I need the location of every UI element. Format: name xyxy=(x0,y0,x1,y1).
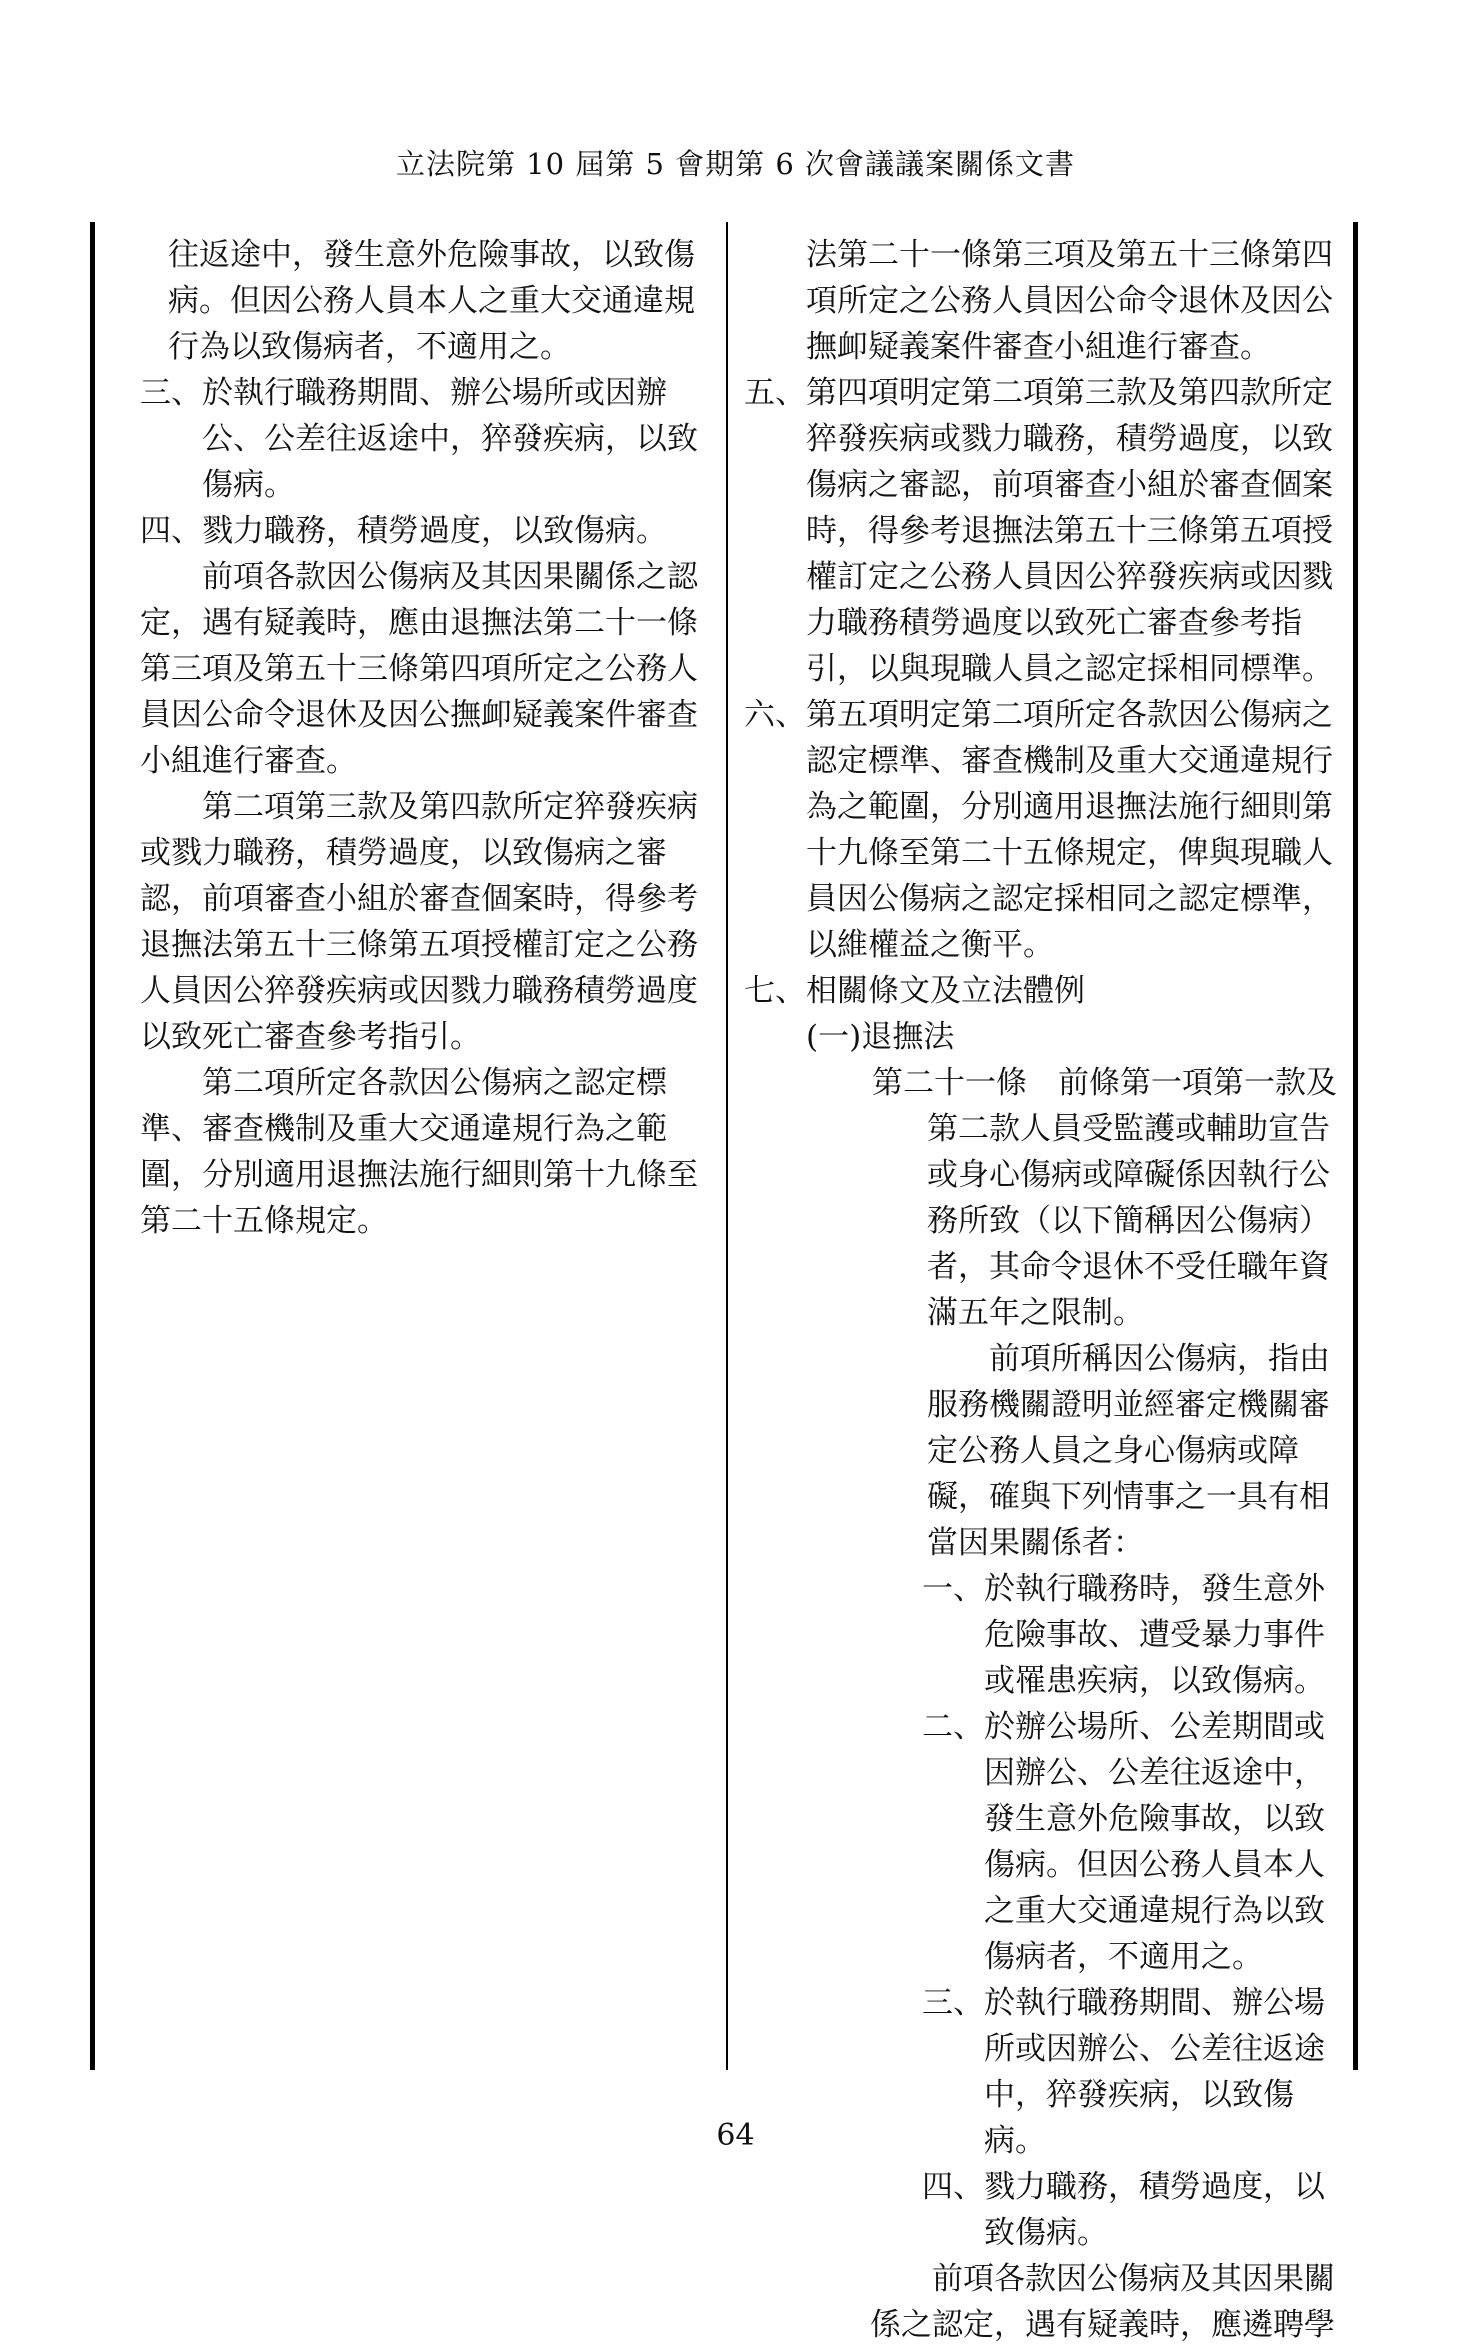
subsection-retirement-act: (一)退撫法 xyxy=(806,1019,955,1055)
article-21-paragraph-2: 前項所稱因公傷病，指由服務機關證明並經審定機關審定公務人員之身心傷病或障礙，確與下列情事之一具有相當因果關係者： xyxy=(927,1341,1330,1561)
article-21: 第二十一條 前條第一項第一款及第二款人員受監護或輔助宣告或身心傷病或障礙係因執行公務所致（以下簡稱因公傷病）者，其命令退休不受任職年資滿五年之限制。 xyxy=(872,1065,1337,1331)
left-paragraph-standards: 第二項所定各款因公傷病之認定標準、審查機制及重大交通違規行為之範圍，分別適用退撫法施行細則第十九條至第二十五條規定。 xyxy=(140,1065,698,1239)
right-item-7: 七、相關條文及立法體例 xyxy=(744,973,1085,1009)
right-continued-paragraph: 法第二十一條第三項及第五十三條第四項所定之公務人員因公命令退休及因公撫卹疑義案件審查小組進行審查。 xyxy=(806,237,1333,365)
page-number: 64 xyxy=(716,2118,755,2153)
left-item-3: 三、於執行職務期間、辦公場所或因辦公、公差往返途中，猝發疾病，以致傷病。 xyxy=(140,375,698,503)
right-item-5: 五、第四項明定第二項第三款及第四款所定猝發疾病或戮力職務，積勞過度，以致傷病之審認，前項審查小組於審查個案時，得參考退撫法第五十三條第五項授權訂定之公務人員因公猝發疾病或因戮力職務積勞過度以致死亡審查參考指引，以與現職人員之認定採相同標準。 xyxy=(744,375,1333,687)
right-column xyxy=(744,232,1344,2348)
right-border-rule xyxy=(1353,222,1358,2070)
right-item-6: 六、第五項明定第二項所定各款因公傷病之認定標準、審查機制及重大交通違規行為之範圍，分別適用退撫法施行細則第十九條至第二十五條規定，俾與現職人員因公傷病之認定採相同之認定標準，以維權益之衡平。 xyxy=(744,697,1333,963)
left-paragraph-guideline: 第二項第三款及第四款所定猝發疾病或戮力職務，積勞過度，以致傷病之審認，前項審查小組於審查個案時，得參考退撫法第五十三條第五項授權訂定之公務人員因公猝發疾病或因戮力職務積勞過度以致死亡審查參考指引。 xyxy=(140,789,698,1055)
left-paragraph-review: 前項各款因公傷病及其因果關係之認定，遇有疑義時，應由退撫法第二十一條第三項及第五十三條第四項所定之公務人員因公命令退休及因公撫卹疑義案件審查小組進行審查。 xyxy=(140,559,698,779)
article-21-item-3: 三、於執行職務期間、辦公場所或因辦公、公差往返途中，猝發疾病，以致傷病。 xyxy=(922,1985,1325,2159)
article-21-item-4: 四、戮力職務，積勞過度，以致傷病。 xyxy=(922,2169,1325,2251)
left-item-4: 四、戮力職務，積勞過度，以致傷病。 xyxy=(140,513,667,549)
left-column xyxy=(140,232,710,1244)
article-21-paragraph-3: 前項各款因公傷病及其因果關係之認定，遇有疑義時，應遴聘學 xyxy=(870,2261,1335,2343)
left-border-rule xyxy=(90,222,95,2070)
left-continued-paragraph: 往返途中，發生意外危險事故，以致傷病。但因公務人員本人之重大交通違規行為以致傷病者，不適用之。 xyxy=(168,237,695,365)
article-21-item-2: 二、於辦公場所、公差期間或因辦公、公差往返途中，發生意外危險事故，以致傷病。但因公務人員本人之重大交通違規行為以致傷病者，不適用之。 xyxy=(922,1709,1325,1975)
column-divider xyxy=(726,222,728,2070)
document-header: 立法院第 10 屆第 5 會期第 6 次會議議案關係文書 xyxy=(395,147,1076,181)
article-21-item-1: 一、於執行職務時，發生意外危險事故、遭受暴力事件或罹患疾病，以致傷病。 xyxy=(922,1571,1325,1699)
